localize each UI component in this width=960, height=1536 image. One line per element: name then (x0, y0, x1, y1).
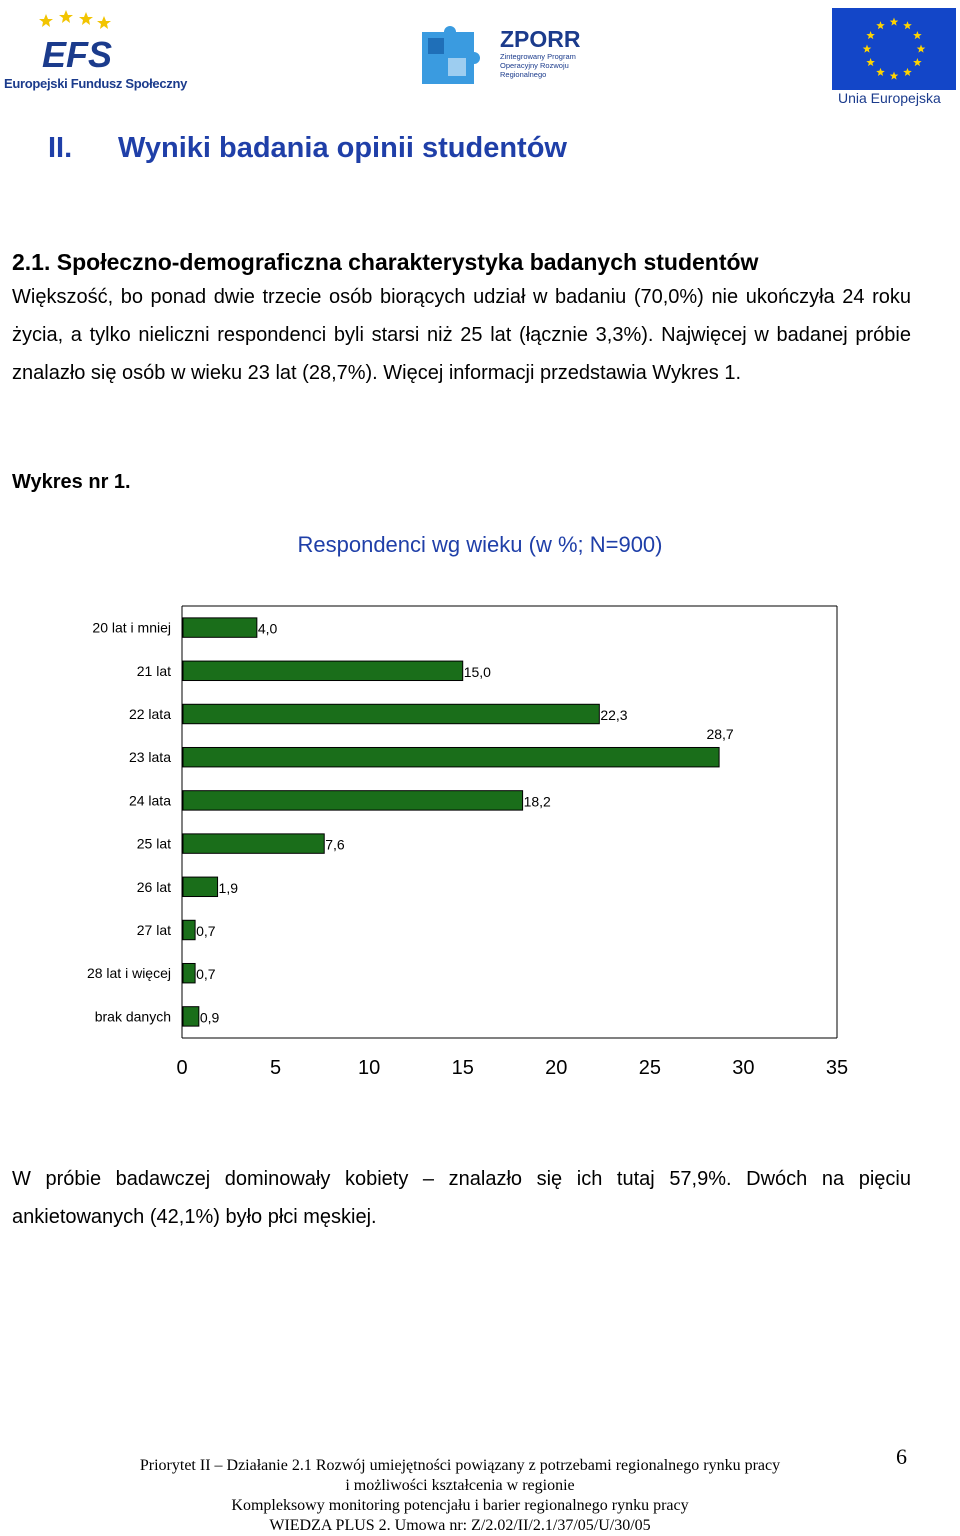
chart-category-label: 25 lat (136, 835, 171, 852)
chart-x-tick-label: 10 (358, 1057, 381, 1079)
gender-paragraph: W próbie badawczej dominowały kobiety – znalazło się ich tutaj 57,9%. Dwóch na pięciu ankietowanych (42,1%) było płci męskiej. (12, 1168, 911, 1228)
chart-bar (183, 661, 463, 680)
chart-x-tick-label: 30 (732, 1057, 755, 1079)
chart-bar (183, 834, 324, 853)
section-heading (48, 132, 567, 165)
chart-value-label: 15,0 (463, 663, 491, 680)
age-bar-chart (0, 590, 960, 1090)
chart-category-label: 24 lata (128, 792, 171, 809)
eu-flag (832, 8, 956, 90)
chart-value-label: 1,9 (218, 879, 239, 896)
chart-value-label: 28,7 (706, 726, 734, 743)
chart-category-label: 27 lat (136, 922, 171, 938)
chart-value-label: 4,0 (257, 620, 278, 637)
page-number: 6 (896, 1444, 907, 1469)
subsection-heading: 2.1. Społeczno-demograficzna charakterystyka badanych studentów (12, 249, 759, 275)
intro-paragraph: Większość, bo ponad dwie trzecie osób biorących udział w badaniu (70,0%) nie ukończyła 24 roku życia, a tylko nieliczni respondenci byli starsi niż 25 lat (łącznie 3,3%). Najwięcej w badanej próbie znalazło się osób w wieku 23 lat (28,7%). Więcej informacji przedstawia Wykres 1. (12, 286, 911, 384)
chart-bar (183, 877, 218, 896)
chart-bar (183, 747, 719, 766)
chart-category-label: 28 lat i więcej (86, 965, 171, 982)
chart-value-label: 7,6 (325, 836, 345, 853)
puzzle-icon (418, 22, 498, 92)
chart-x-tick-label: 15 (451, 1057, 474, 1079)
efs-logo-text: EFS (42, 34, 113, 75)
chart-x-tick-label: 20 (545, 1057, 568, 1079)
footer-line-2: i możliwości kształcenia w regionie (345, 1477, 575, 1494)
figure-label: Wykres nr 1. (12, 471, 131, 493)
chart-value-label: 0,9 (199, 1009, 220, 1026)
chart-category-label: 20 lat i mniej (92, 619, 171, 636)
eu-caption: Unia Europejska (838, 90, 941, 106)
section-title: Wyniki badania opinii studentów (118, 132, 567, 164)
zporr-subtitle: Zintegrowany Program Operacyjny Rozwoju Regionalnego (500, 52, 576, 79)
chart-bar (183, 618, 257, 637)
chart-category-label: brak danych (94, 1008, 171, 1025)
chart-category-label: 22 lata (128, 706, 171, 722)
chart-value-label: 18,2 (523, 793, 551, 810)
chart-title: Respondenci wg wieku (w %; N=900) (297, 532, 663, 557)
chart-bar (183, 963, 195, 982)
chart-x-tick-label: 25 (638, 1057, 661, 1079)
zporr-title: ZPORR (500, 26, 581, 52)
chart-x-tick-label: 5 (270, 1057, 282, 1079)
footer (40, 1456, 880, 1536)
chart-value-label: 0,7 (196, 923, 216, 939)
chart-bar (183, 791, 523, 810)
efs-caption: Europejski Fundusz Społeczny (4, 76, 188, 91)
section-number: II. (48, 132, 73, 164)
footer-line-1: Priorytet II – Działanie 2.1 Rozwój umiejętności powiązany z potrzebami regionalnego rynku pracy (139, 1457, 781, 1474)
chart-value-label: 0,7 (196, 966, 216, 983)
chart-category-label: 21 lat (136, 662, 171, 679)
footer-line-4: WIEDZA PLUS 2. Umowa nr: Z/2.02/II/2.1/37/05/U/30/05 (269, 1517, 651, 1534)
efs-stars-icon (39, 10, 111, 29)
chart-bar (183, 704, 599, 723)
chart-bar (183, 920, 195, 939)
footer-line-3: Kompleksowy monitoring potencjału i barier regionalnego rynku pracy (231, 1497, 689, 1514)
chart-bar (183, 1007, 199, 1026)
chart-value-label: 22,3 (600, 707, 628, 723)
chart-x-tick-label: 35 (825, 1057, 849, 1079)
chart-category-label: 26 lat (136, 878, 171, 895)
eu-flag-icon (832, 8, 956, 90)
chart-x-tick-label: 0 (176, 1057, 188, 1079)
chart-category-label: 23 lata (128, 749, 171, 766)
